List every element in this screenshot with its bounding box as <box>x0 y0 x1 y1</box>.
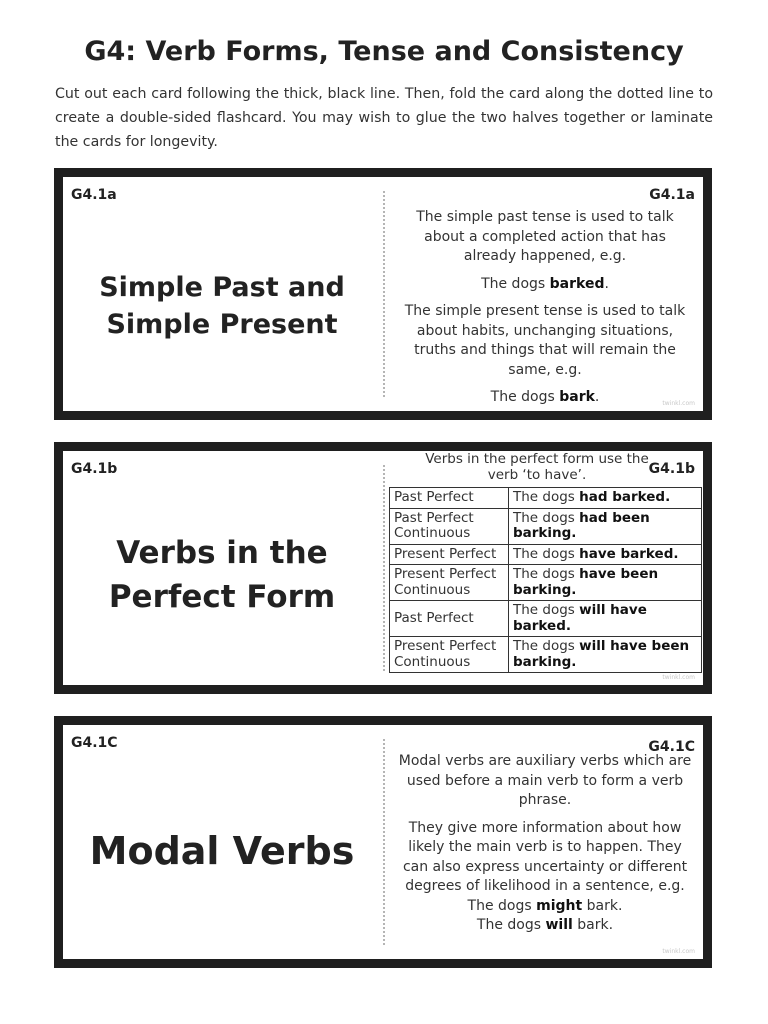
perfect-forms-table <box>389 487 702 673</box>
back-example <box>397 916 693 936</box>
example-prefix: The dogs <box>513 545 580 562</box>
example-suffix: . <box>604 275 609 292</box>
back-example <box>397 388 693 408</box>
verb-form-cell: Present Perfect Continuous <box>390 637 509 673</box>
example-prefix: The dogs <box>467 897 537 914</box>
card-title-line: Simple Past and <box>99 272 345 303</box>
back-paragraph: The simple present tense is used to talk about habits, unchanging situations, truths and things that will remain the same, e.g. <box>404 303 686 378</box>
table-row <box>390 565 702 601</box>
example-verb: have been barking. <box>513 566 659 598</box>
verb-form-cell: Past Perfect <box>390 488 509 509</box>
card-code-back: G4.1C <box>648 739 695 755</box>
back-example <box>397 275 693 295</box>
example-verb: bark <box>559 389 595 405</box>
card-title-line: Simple Present <box>106 309 338 340</box>
example-verb: had been barking. <box>513 509 650 541</box>
table-row <box>390 637 702 673</box>
example-prefix: The dogs <box>481 275 550 292</box>
card-back-text <box>397 752 693 936</box>
example-prefix: The dogs <box>490 389 560 405</box>
example-suffix: . <box>594 389 600 405</box>
page-title: G4: Verb Forms, Tense and Consistency <box>84 36 684 67</box>
back-paragraph: The simple past tense is used to talk about a completed action that has already happened, e.g. <box>416 209 674 264</box>
card-front-title <box>63 269 381 343</box>
verb-form-cell: Past Perfect <box>390 601 509 637</box>
example-prefix: The dogs <box>513 509 580 526</box>
card-front-title: Modal Verbs <box>89 829 355 873</box>
flashcard-modal-verbs <box>54 716 712 968</box>
card-code-front: G4.1a <box>71 187 117 203</box>
example-verb: barked <box>549 275 605 292</box>
perfect-form-intro: Verbs in the perfect form use the verb ‘to have’. <box>425 451 649 483</box>
back-paragraph: They give more information about how likely the main verb is to happen. They can also express uncertainty or different degrees of likelihood in a sentence, e.g. <box>402 819 688 894</box>
card-title-line: Verbs in the <box>116 535 328 571</box>
example-verb: might <box>536 897 583 914</box>
verb-form-cell: Present Perfect Continuous <box>390 565 509 601</box>
table-row <box>390 544 702 565</box>
watermark: twinkl.com <box>662 400 695 407</box>
fold-line <box>383 191 385 397</box>
example-prefix: The dogs <box>513 602 580 618</box>
back-example <box>397 897 693 917</box>
card-code-front: G4.1C <box>71 735 118 751</box>
fold-line <box>383 739 385 945</box>
card-code-back: G4.1a <box>649 187 695 203</box>
verb-form-cell: Past Perfect Continuous <box>390 508 509 544</box>
example-cell <box>509 488 702 509</box>
example-verb: had barked. <box>579 489 671 505</box>
card-front-title <box>63 531 381 619</box>
example-suffix: bark. <box>582 897 623 914</box>
example-verb: will <box>545 917 573 933</box>
example-suffix: bark. <box>572 917 614 933</box>
back-paragraph: Modal verbs are auxiliary verbs which are used before a main verb to form a verb phrase. <box>398 753 692 808</box>
card-code-front: G4.1b <box>71 461 118 477</box>
fold-line <box>383 465 385 671</box>
example-prefix: The dogs <box>513 566 580 582</box>
example-prefix: The dogs <box>513 489 580 505</box>
example-verb: have barked. <box>579 545 679 562</box>
flashcard-simple-past-present <box>54 168 712 420</box>
table-row <box>390 601 702 637</box>
watermark: twinkl.com <box>662 948 695 955</box>
card-back-text <box>397 208 693 408</box>
example-cell <box>509 601 702 637</box>
watermark: twinkl.com <box>662 674 695 681</box>
table-row <box>390 508 702 544</box>
instructions-paragraph: Cut out each card following the thick, black line. Then, fold the card along the dotted line to create a double-sided flashcard. You may wish to glue the two halves together or laminate the cards for longevity. <box>55 86 713 150</box>
card-inner <box>63 725 703 959</box>
example-cell <box>509 565 702 601</box>
card-title-line: Perfect Form <box>108 579 336 615</box>
example-verb: will have barked. <box>513 602 647 634</box>
card-code-back: G4.1b <box>648 461 695 477</box>
example-verb: will have been barking. <box>513 638 690 670</box>
flashcard-perfect-form <box>54 442 712 694</box>
example-prefix: The dogs <box>513 638 580 654</box>
card-inner <box>63 177 703 411</box>
example-cell <box>509 508 702 544</box>
example-prefix: The dogs <box>476 917 546 933</box>
example-cell <box>509 637 702 673</box>
card-inner <box>63 451 703 685</box>
verb-form-cell: Present Perfect <box>390 544 509 565</box>
table-row <box>390 488 702 509</box>
example-cell <box>509 544 702 565</box>
